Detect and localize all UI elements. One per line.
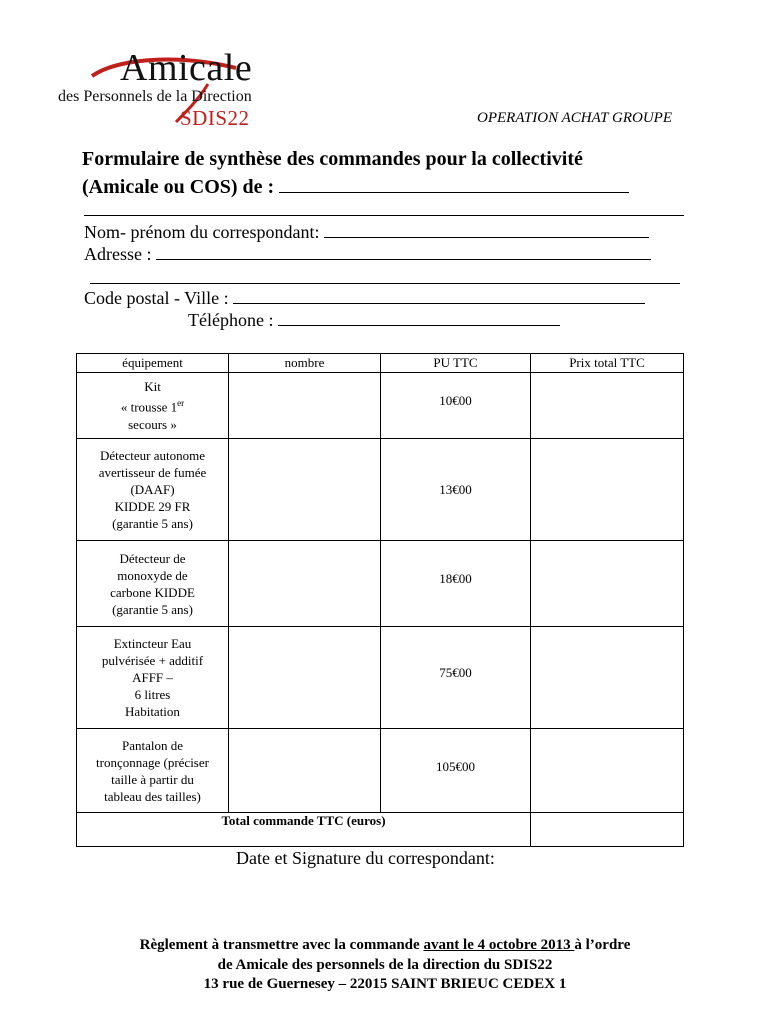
form-title-line1: Formulaire de synthèse des commandes pour la collectivité: [82, 148, 583, 170]
quantity-cell[interactable]: [229, 373, 381, 439]
table-header-row: [77, 354, 684, 373]
unit-price: 18€00: [381, 541, 531, 627]
adresse-field[interactable]: [156, 245, 651, 260]
total-price-cell[interactable]: [531, 541, 684, 627]
unit-price: 75€00: [381, 627, 531, 729]
form-title-line2: [82, 176, 629, 199]
header-prix-total: Prix total TTC: [531, 354, 684, 373]
quantity-cell[interactable]: [229, 729, 381, 813]
quantity-cell[interactable]: [229, 541, 381, 627]
table-row: [77, 729, 684, 813]
unit-price: 105€00: [381, 729, 531, 813]
telephone-label: Téléphone :: [188, 310, 278, 330]
equipment-co-detector: Détecteur de monoxyde de carbone KIDDE (garantie 5 ans): [77, 541, 229, 627]
code-postal-row: [84, 288, 645, 309]
telephone-row: [188, 310, 560, 331]
nom-prenom-field[interactable]: [324, 223, 649, 238]
total-price-cell[interactable]: [531, 439, 684, 541]
equipment-daaf: Détecteur autonome avertisseur de fumée (DAAF) KIDDE 29 FR (garantie 5 ans): [77, 439, 229, 541]
total-price-cell[interactable]: [531, 627, 684, 729]
nom-prenom-row: [84, 222, 649, 243]
deadline-text: avant le 4 octobre 2013: [423, 937, 575, 953]
logo-brand: Amicale: [120, 47, 253, 89]
operation-label: OPERATION ACHAT GROUPE: [477, 110, 672, 126]
collectivite-field-continued[interactable]: [84, 201, 684, 216]
grand-total-cell[interactable]: [531, 813, 684, 847]
header-equipement: équipement: [77, 354, 229, 373]
collectivite-field[interactable]: [279, 178, 629, 193]
logo-org: SDIS22: [180, 106, 250, 130]
footer-line2: de Amicale des personnels de la direction du SDIS22: [217, 957, 553, 973]
equipment-extincteur: Extincteur Eau pulvérisée + additif AFFF – 6 litres Habitation: [77, 627, 229, 729]
table-row: [77, 439, 684, 541]
total-price-cell[interactable]: [531, 373, 684, 439]
total-row: [77, 813, 684, 847]
equipment-kit: Kit « trousse 1er secours »: [77, 373, 229, 439]
header-nombre: nombre: [229, 354, 381, 373]
quantity-cell[interactable]: [229, 627, 381, 729]
unit-price: 13€00: [381, 439, 531, 541]
blank-line: [84, 200, 684, 221]
orders-table: [76, 353, 684, 847]
adresse-field-continued[interactable]: [90, 269, 680, 284]
table-row: [77, 541, 684, 627]
telephone-field[interactable]: [278, 311, 560, 326]
code-postal-field[interactable]: [233, 289, 645, 304]
equipment-pantalon: Pantalon de tronçonnage (préciser taille à partir du tableau des tailles): [77, 729, 229, 813]
header-pu-ttc: PU TTC: [381, 354, 531, 373]
footer-line1: Règlement à transmettre avec la commande avant le 4 octobre 2013 à l’ordre: [139, 937, 631, 953]
footer-address: 13 rue de Guernesey – 22015 SAINT BRIEUC CEDEX 1: [203, 976, 567, 992]
table-row: [77, 627, 684, 729]
total-label: Total commande TTC (euros): [77, 813, 531, 847]
adresse-row: [84, 244, 651, 265]
amicale-logo: [58, 40, 298, 130]
quantity-cell[interactable]: [229, 439, 381, 541]
collectivite-label: (Amicale ou COS) de :: [82, 176, 280, 198]
logo-subtitle: des Personnels de la Direction: [58, 88, 252, 105]
adresse-label: Adresse :: [84, 244, 156, 264]
signature-label: Date et Signature du correspondant:: [236, 848, 495, 868]
adresse-row-2: [84, 268, 680, 289]
code-postal-label: Code postal - Ville :: [84, 288, 234, 308]
total-price-cell[interactable]: [531, 729, 684, 813]
table-row: [77, 373, 684, 439]
unit-price: 10€00: [381, 373, 531, 439]
nom-prenom-label: Nom- prénom du correspondant:: [84, 222, 324, 242]
